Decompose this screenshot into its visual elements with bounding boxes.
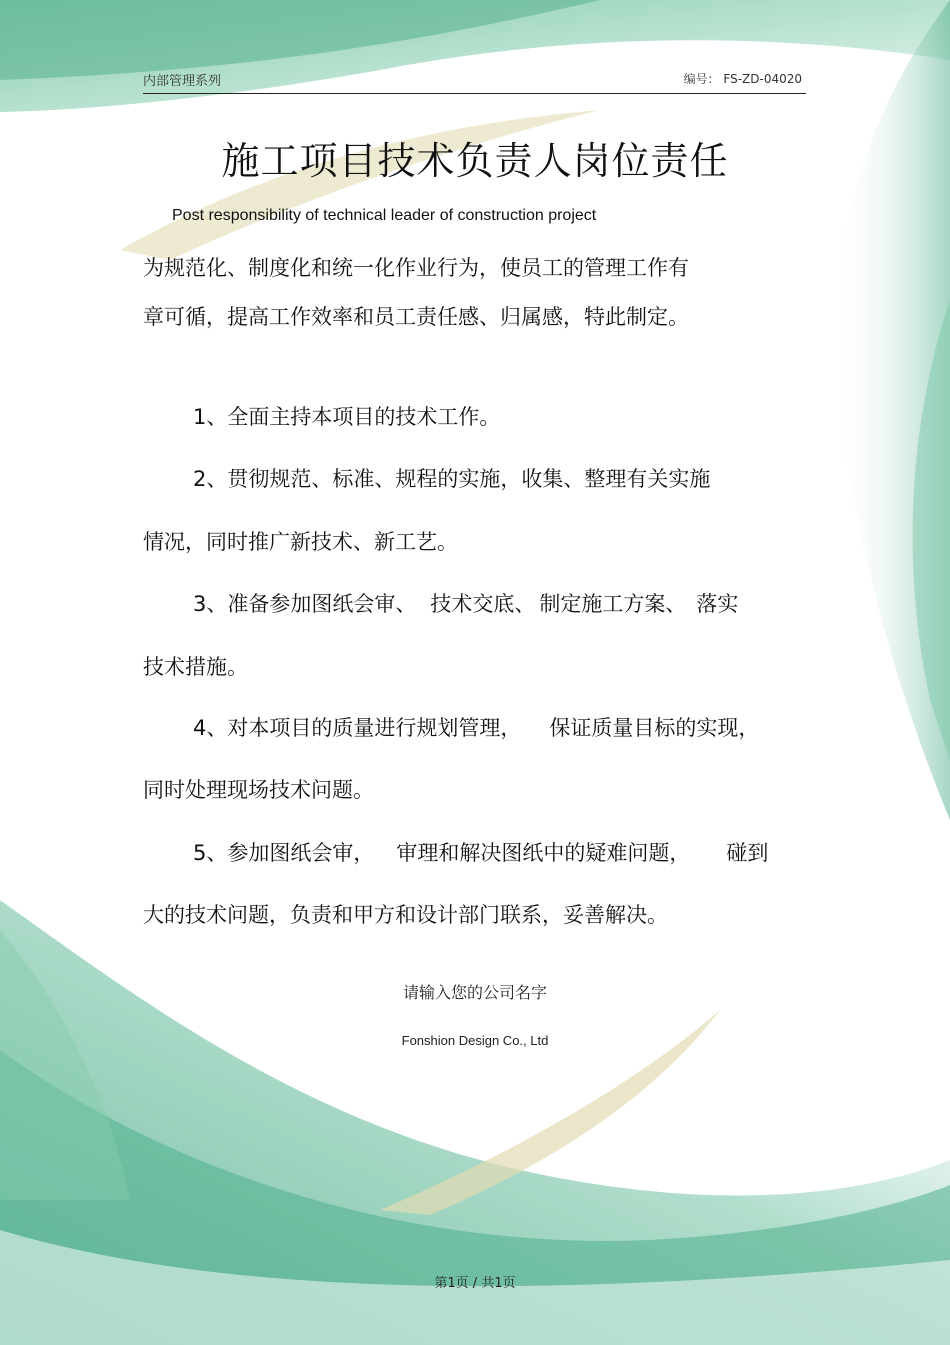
- company-name-english: Fonshion Design Co., Ltd: [401, 1033, 549, 1048]
- item-4-part-a: 4、对本项目的质量进行规划管理，: [193, 716, 522, 740]
- item-3-part-b: 技术交底、: [430, 592, 536, 616]
- intro-line-2: 章可循，提高工作效率和员工责任感、归属感，特此制定。: [143, 305, 689, 329]
- item-5-part-c: 碰到: [726, 841, 769, 865]
- item-5-line-1: [193, 841, 768, 866]
- intro-line-1: 为规范化、制度化和统一化作业行为，使员工的管理工作有: [143, 256, 689, 280]
- page-number: 第1页 / 共1页: [434, 1276, 516, 1291]
- item-3-part-d: 落实: [696, 592, 739, 616]
- document-subtitle: Post responsibility of technical leader of construction project: [172, 207, 597, 224]
- header-series: 内部管理系列: [143, 74, 222, 89]
- item-5-part-b: 审理和解决图纸中的疑难问题，: [396, 841, 691, 865]
- item-3-line-1: [193, 592, 738, 617]
- item-4-line-2: 同时处理现场技术问题。: [143, 778, 374, 802]
- item-2-line-1: 2、贯彻规范、标准、规程的实施，收集、整理有关实施: [193, 467, 711, 491]
- document-title: 施工项目技术负责人岗位责任: [221, 139, 729, 183]
- item-2-line-2: 情况，同时推广新技术、新工艺。: [143, 530, 458, 554]
- item-1-line-1: 1、全面主持本项目的技术工作。: [193, 405, 501, 429]
- item-3-part-c: 制定施工方案、: [539, 592, 687, 616]
- header-code: 编号： FS-ZD-04020: [683, 72, 802, 86]
- header-divider: [143, 93, 806, 94]
- item-5-part-a: 5、参加图纸会审，: [193, 841, 375, 865]
- item-3-line-2: 技术措施。: [143, 655, 248, 679]
- company-name: 请输入您的公司名字: [402, 983, 547, 1002]
- item-4-line-1: [193, 716, 759, 741]
- item-5-line-2: 大的技术问题，负责和甲方和设计部门联系，妥善解决。: [143, 903, 668, 927]
- item-3-part-a: 3、准备参加图纸会审、: [193, 592, 417, 616]
- item-4-part-b: 保证质量目标的实现，: [549, 716, 760, 740]
